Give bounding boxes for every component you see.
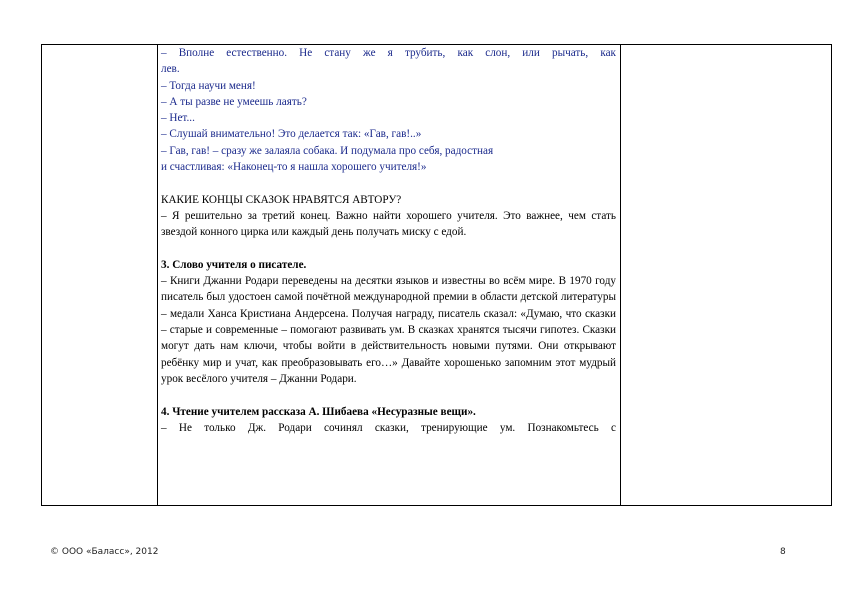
dialogue-line: – Нет...: [161, 112, 195, 125]
column-divider-left: [157, 45, 158, 505]
lesson-table: [41, 44, 832, 506]
section-4-text: – Не только Дж. Родари сочинял сказки, тренирующие ум. Познакомьтесь с: [161, 421, 616, 434]
dialogue-line: и счастливая: «Наконец-то я нашла хорошего учителя!»: [161, 161, 427, 174]
section-3-heading: 3. Слово учителя о писателе.: [161, 258, 307, 271]
question-heading: КАКИЕ КОНЦЫ СКАЗОК НРАВЯТСЯ АВТОРУ?: [161, 193, 402, 206]
dialogue-line: лев.: [161, 63, 180, 76]
dialogue-line: – Слушай внимательно! Это делается так: «Гав, гав!..»: [161, 128, 422, 141]
dialogue-line: – Вполне естественно. Не стану же я трубить, как слон, или рычать, как: [161, 47, 616, 59]
section-4-heading: 4. Чтение учителем рассказа А. Шибаева «Несуразные вещи».: [161, 405, 476, 418]
dialogue-line: – А ты разве не умеешь лаять?: [161, 95, 307, 108]
dialogue-line: – Гав, гав! – сразу же залаяла собака. И подумала про себя, радостная: [161, 144, 494, 157]
content-cell: [161, 45, 616, 436]
section-3-text: – Книги Джанни Родари переведены на десятки языков и известны во всём мире. В 1970 году писатель был удостоен самой почётной международной премии в области детской литературы – медали Ханса Кристиана Андерсена. Получая награду, писатель сказал: «Думаю, что сказки – старые и современные – помогают развивать ум. В сказках хранятся тысячи гипотез. Сказки могут дать нам ключи, чтобы войти в действительность новыми путями. Они открывают ребёнку мир и учат, как преобразовывать его…» Давайте хорошенько запомним этот мудрый урок весёлого учителя – Джанни Родари.: [161, 275, 616, 385]
footer-copyright: © ООО «Баласс», 2012: [50, 547, 159, 557]
column-divider-right: [620, 45, 621, 505]
dialogue-line: – Тогда научи меня!: [161, 79, 256, 92]
dialogue-block: [161, 45, 616, 175]
page-number: 8: [780, 547, 786, 557]
question-answer: – Я решительно за третий конец. Важно найти хорошего учителя. Это важнее, чем стать звездой конного цирка или каждый день получать миску с едой.: [161, 209, 616, 239]
